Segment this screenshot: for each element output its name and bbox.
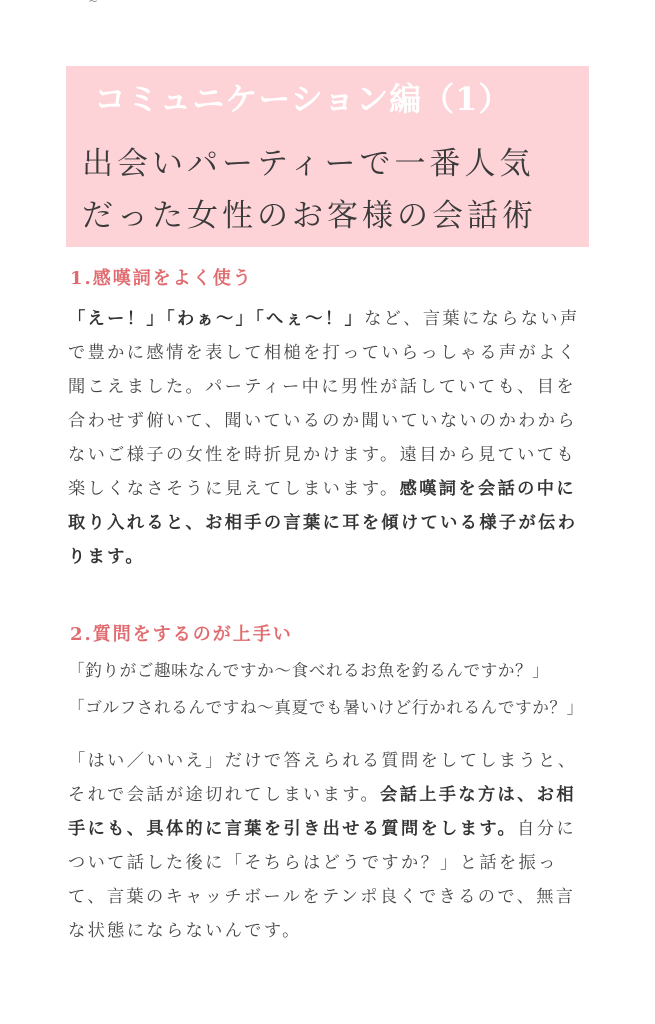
question-example-1: 「釣りがご趣味なんですか〜食べれるお魚を釣るんですか？」 — [68, 661, 550, 680]
title-banner — [66, 66, 589, 247]
section1-emphasis: 感嘆詞を会話の中に取り入れると、お相手の言葉に耳を傾けている様子が伝わります。 — [68, 479, 578, 567]
question-example-2: 「ゴルフされるんですね〜真夏でも暑いけど行かれるんですか？」 — [68, 698, 584, 717]
section1-text: など、言葉にならない声で豊かに感情を表して相槌を打っていらっしゃる声がよく聞こえました。パーティー中に男性が話していても、目を合わせず俯いて、聞いているのか聞いていないのかわからないご様子の女性を時折見かけます。遠目から見ていても楽しくなさそうに見えてしまいます。 — [68, 309, 580, 499]
exclamation-example-2: 「わぁ〜」 — [165, 309, 256, 329]
exclamation-example-1: 「えー！」 — [68, 309, 166, 329]
section1-paragraph — [68, 302, 592, 574]
section2-text-1: 「はい／いいえ」だけで答えられる質問をしてしまうと、それで会話が途切れてしまいます。 — [68, 751, 578, 805]
exclamation-example-3: 「へぇ〜！」 — [255, 309, 365, 329]
banner-headline-2: だった女性のお客様の会話術 — [82, 198, 537, 234]
section1-heading: 1.感嘆詞をよく使う — [70, 268, 253, 289]
banner-title: コミュニケーション編（1） — [94, 80, 512, 118]
section2-emphasis: 会話上手な方は、お相手にも、具体的に言葉を引き出せる質問をします。 — [68, 785, 576, 839]
section2-heading: 2.質問をするのが上手い — [70, 624, 293, 645]
section2-text-2: 自分について話した後に「そちらはどうですか？」と話を振って、言葉のキャッチボールをテンポ良くできるので、無言な状態にならないんです。 — [68, 819, 576, 941]
banner-headline-1: 出会いパーティーで一番人気 — [82, 146, 535, 182]
top-mark: ~ — [88, 0, 99, 8]
section2-paragraph — [68, 744, 592, 948]
